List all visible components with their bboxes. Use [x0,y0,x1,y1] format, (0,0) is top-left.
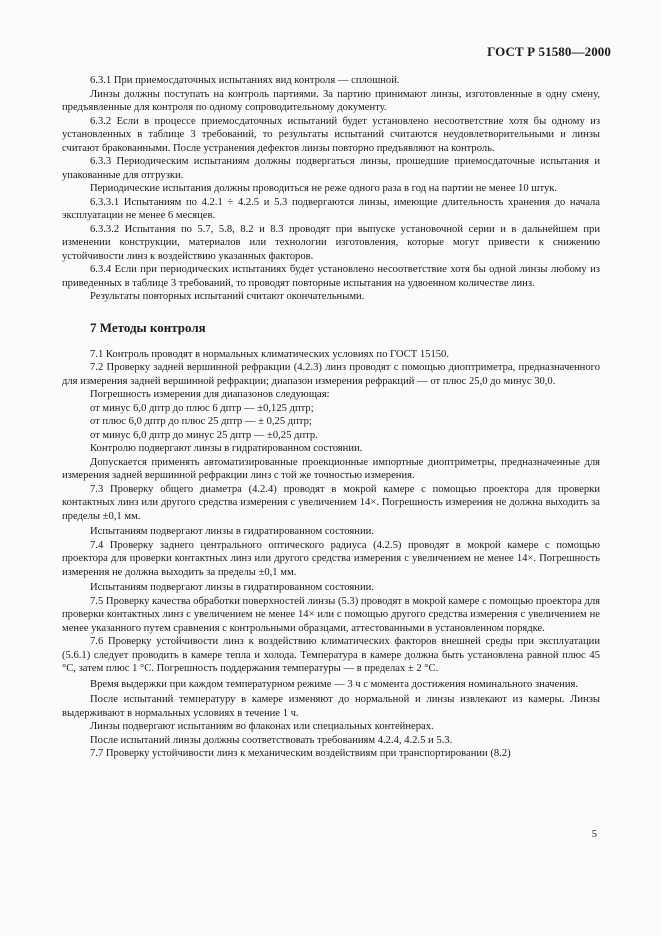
paragraph: Контролю подвергают линзы в гидратированном состоянии. [90,443,363,454]
paragraph: 7.1 Контроль проводят в нормальных климатических условиях по ГОСТ 15150. [90,348,449,360]
paragraph: Линзы должны поступать на контроль партиями. За партию принимают линзы, изготовленные в одну смену, предъявленные для контроля по одному сопроводительному документу. [62,88,600,113]
paragraph: 6.3.1 При приемосдаточных испытаниях вид контроля — сплошной. [90,75,400,86]
paragraph: 7.3 Проверку общего диаметра (4.2.4) проводят в мокрой камере с помощью проектора для проверки контактных линз или другого средства измерения с увеличением 14×. Погрешность измерения не должна выходить за пределы ±0,1 мм. [62,483,600,522]
section-heading: 7 Методы контроля [90,319,206,335]
document-body [62,74,600,761]
paragraph: 6.3.3.2 Испытания по 5.7, 5.8, 8.2 и 8.3 проводят при выпуске установочной серии и в дальнейшем при изменении конструкции, материалов или технологии изготовления, которые могут привести к снижению устойчивости линз к воздействию указанных факторов. [62,223,600,262]
paragraph: Допускается применять автоматизированные проекционные импортные диоптриметры, предназначенные для измерения задней вершинной рефракции линз с той же точностью измерения. [62,456,600,481]
document-header: ГОСТ Р 51580—2000 [487,44,611,59]
paragraph: Время выдержки при каждом температурном режиме — 3 ч с момента достижения номинального значения. [90,678,579,690]
paragraph: 7.7 Проверку устойчивости линз к механическим воздействиям при транспортировании (8.2) [90,748,511,759]
paragraph: 6.3.3 Периодическим испытаниям должны подвергаться линзы, прошедшие приемосдаточные испытания и упакованные для отгрузки. [62,156,600,181]
paragraph: Периодические испытания должны проводиться не реже одного раза в год на партии не менее 10 штук. [90,183,558,194]
paragraph: Погрешность измерения для диапазонов следующая: [90,389,330,400]
page-number: 5 [591,829,597,840]
paragraph: 7.4 Проверку заднего центрального оптического радиуса (4.2.5) проводят в мокрой камере с помощью проектора для проверки контактных линз или другого средства измерения с увеличением не менее 14×. Погрешность измерения не должна выходить за пределы ±0,1 мм. [62,539,600,578]
list-item: от минус 6,0 дптр до минус 25 дптр — ±0,25 дптр. [90,429,318,441]
list-item: от плюс 6,0 дптр до плюс 25 дптр — ± 0,25 дптр; [90,416,312,427]
paragraph: После испытаний линзы должны соответствовать требованиям 4.2.4, 4.2.5 и 5.3. [90,734,453,746]
paragraph: После испытаний температуру в камере изменяют до нормальной и линзы извлекают из камеры. Линзы выдерживают в нормальных условиях в течение 1 ч. [62,694,600,719]
paragraph: 6.3.4 Если при периодических испытаниях будет установлено несоответствие хотя бы одной линзы любому из приведенных в таблице 3 требований, то проводят повторные испытания на удвоенном количестве линз. [62,264,600,289]
paragraph: 7.2 Проверку задней вершинной рефракции (4.2.3) линз проводят с помощью диоптриметра, предназначенного для измерения задней вершинной рефракции; диапазон измерения рефракций — от плюс 25,0 до минус 30,0. [62,362,600,387]
paragraph: Испытаниям подвергают линзы в гидратированном состоянии. [90,526,374,537]
paragraph: 6.3.2 Если в процессе приемосдаточных испытаний будет установлено несоответствие хотя бы одному из установленных в таблице 3 требований, то результаты испытаний считаются неудовлетворительными и линзы считают бракованными. После устранения дефектов линзы повторно предъявляют на контроль. [62,115,600,154]
paragraph: Испытаниям подвергают линзы в гидратированном состоянии. [90,582,374,593]
paragraph: 6.3.3.1 Испытаниям по 4.2.1 ÷ 4.2.5 и 5.3 подвергаются линзы, имеющие длительность хранения до начала эксплуатации не менее 6 месяцев. [62,196,600,221]
list-item: от минус 6,0 дптр до плюс 6 дптр — ±0,125 дптр; [90,402,314,414]
paragraph: 7.6 Проверку устойчивости линз к воздействию климатических факторов внешней среды при эксплуатации (5.6.1) следует проводить в камере тепла и холода. Температура в камере должна быть установлена равной плюс 45 °С, затем плюс 1 °С. Погрешность поддержания температуры — в пределах ± 2 °С. [62,636,600,674]
paragraph: 7.5 Проверку качества обработки поверхностей линзы (5.3) проводят в мокрой камере с помощью проектора для проверки контактных линз с увеличением не менее 14× или с помощью другого средства измерения с увеличением не менее указанного путем сравнения с контрольными образцами, аттестованными в установленном порядке. [62,595,600,634]
paragraph: Результаты повторных испытаний считают окончательными. [90,291,365,302]
paragraph: Линзы подвергают испытаниям во флаконах или специальных контейнерах. [90,721,434,732]
